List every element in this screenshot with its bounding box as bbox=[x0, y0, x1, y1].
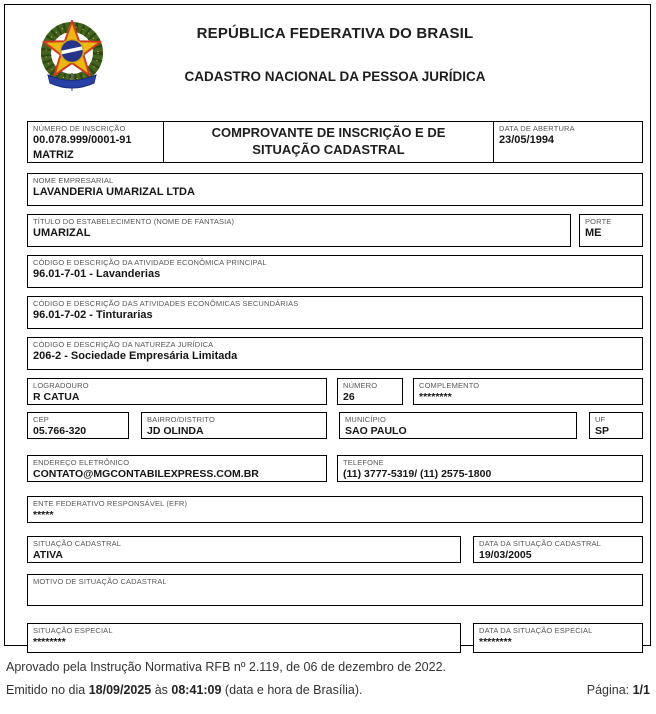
row-atividades-secundarias bbox=[27, 296, 643, 329]
row-endereco-2 bbox=[27, 412, 643, 439]
field-nome-empresarial: NOME EMPRESARIAL LAVANDERIA UMARIZAL LTDA bbox=[27, 173, 643, 206]
row-natureza-juridica bbox=[27, 337, 643, 370]
field-uf: UF SP bbox=[589, 412, 643, 439]
cnpj-certificate bbox=[4, 4, 651, 649]
field-logradouro: LOGRADOURO R CATUA bbox=[27, 378, 327, 405]
republic-title: REPÚBLICA FEDERATIVA DO BRASIL bbox=[196, 25, 474, 42]
field-titulo-estabelecimento: TÍTULO DO ESTABELECIMENTO (NOME DE FANTASIA) UMARIZAL bbox=[27, 214, 571, 247]
document-footer bbox=[6, 658, 650, 697]
emission-time: 08:41:09 bbox=[171, 683, 222, 697]
field-data-situacao-especial: DATA DA SITUAÇÃO ESPECIAL ******** bbox=[473, 623, 643, 653]
field-municipio: MUNICÍPIO SAO PAULO bbox=[339, 412, 577, 439]
emission-date: 18/09/2025 bbox=[88, 683, 152, 697]
field-numero-inscricao: NÚMERO DE INSCRIÇÃO 00.078.999/0001-91 MATRIZ bbox=[27, 121, 164, 163]
row-inscription bbox=[27, 121, 643, 163]
row-motivo-situacao bbox=[27, 574, 643, 606]
field-atividades-secundarias: CÓDIGO E DESCRIÇÃO DAS ATIVIDADES ECONÔMICAS SECUNDÁRIAS 96.01-7-02 - Tinturarias bbox=[27, 296, 643, 329]
field-cep: CEP 05.766-320 bbox=[27, 412, 129, 439]
emission-text: Emitido no dia 18/09/2025 às 08:41:09 (data e hora de Brasília). bbox=[6, 683, 363, 697]
row-efr bbox=[27, 496, 643, 523]
field-numero: NÚMERO 26 bbox=[337, 378, 403, 405]
row-contato bbox=[27, 455, 643, 482]
field-natureza-juridica: CÓDIGO E DESCRIÇÃO DA NATUREZA JURÍDICA 206-2 - Sociedade Empresária Limitada bbox=[27, 337, 643, 370]
field-situacao-cadastral: SITUAÇÃO CADASTRAL ATIVA bbox=[27, 536, 461, 563]
emission-line bbox=[6, 683, 650, 697]
field-motivo-situacao: MOTIVO DE SITUAÇÃO CADASTRAL bbox=[27, 574, 643, 606]
approval-note: Aprovado pela Instrução Normativa RFB nº 2.119, de 06 de dezembro de 2022. bbox=[6, 660, 447, 674]
field-complemento: COMPLEMENTO ******** bbox=[413, 378, 643, 405]
field-bairro: BAIRRO/DISTRITO JD OLINDA bbox=[141, 412, 327, 439]
field-situacao-especial: SITUAÇÃO ESPECIAL ******** bbox=[27, 623, 461, 653]
cnpj-title: CADASTRO NACIONAL DA PESSOA JURÍDICA bbox=[184, 69, 486, 84]
field-endereco-eletronico: ENDEREÇO ELETRÔNICO CONTATO@MGCONTABILEXPRESS.COM.BR bbox=[27, 455, 327, 482]
page-indicator: Página: 1/1 bbox=[586, 683, 650, 697]
field-telefone: TELEFONE (11) 3777-5319/ (11) 2575-1800 bbox=[337, 455, 643, 482]
field-data-abertura: DATA DE ABERTURA 23/05/1994 bbox=[493, 121, 643, 163]
row-fantasia-porte bbox=[27, 214, 643, 247]
comprovante-title: COMPROVANTE DE INSCRIÇÃO E DE SITUAÇÃO CADASTRAL bbox=[163, 121, 494, 163]
row-endereco-1 bbox=[27, 378, 643, 405]
row-situacao-especial bbox=[27, 623, 643, 653]
row-nome-empresarial bbox=[27, 173, 643, 206]
row-atividade-principal bbox=[27, 255, 643, 288]
field-atividade-principal: CÓDIGO E DESCRIÇÃO DA ATIVIDADE ECONÔMICA PRINCIPAL 96.01-7-01 - Lavanderias bbox=[27, 255, 643, 288]
field-efr: ENTE FEDERATIVO RESPONSÁVEL (EFR) ***** bbox=[27, 496, 643, 523]
document-header bbox=[27, 5, 643, 109]
field-porte: PORTE ME bbox=[579, 214, 643, 247]
field-data-situacao-cadastral: DATA DA SITUAÇÃO CADASTRAL 19/03/2005 bbox=[473, 536, 643, 563]
row-situacao-cadastral bbox=[27, 536, 643, 563]
page-number: 1/1 bbox=[632, 683, 650, 697]
